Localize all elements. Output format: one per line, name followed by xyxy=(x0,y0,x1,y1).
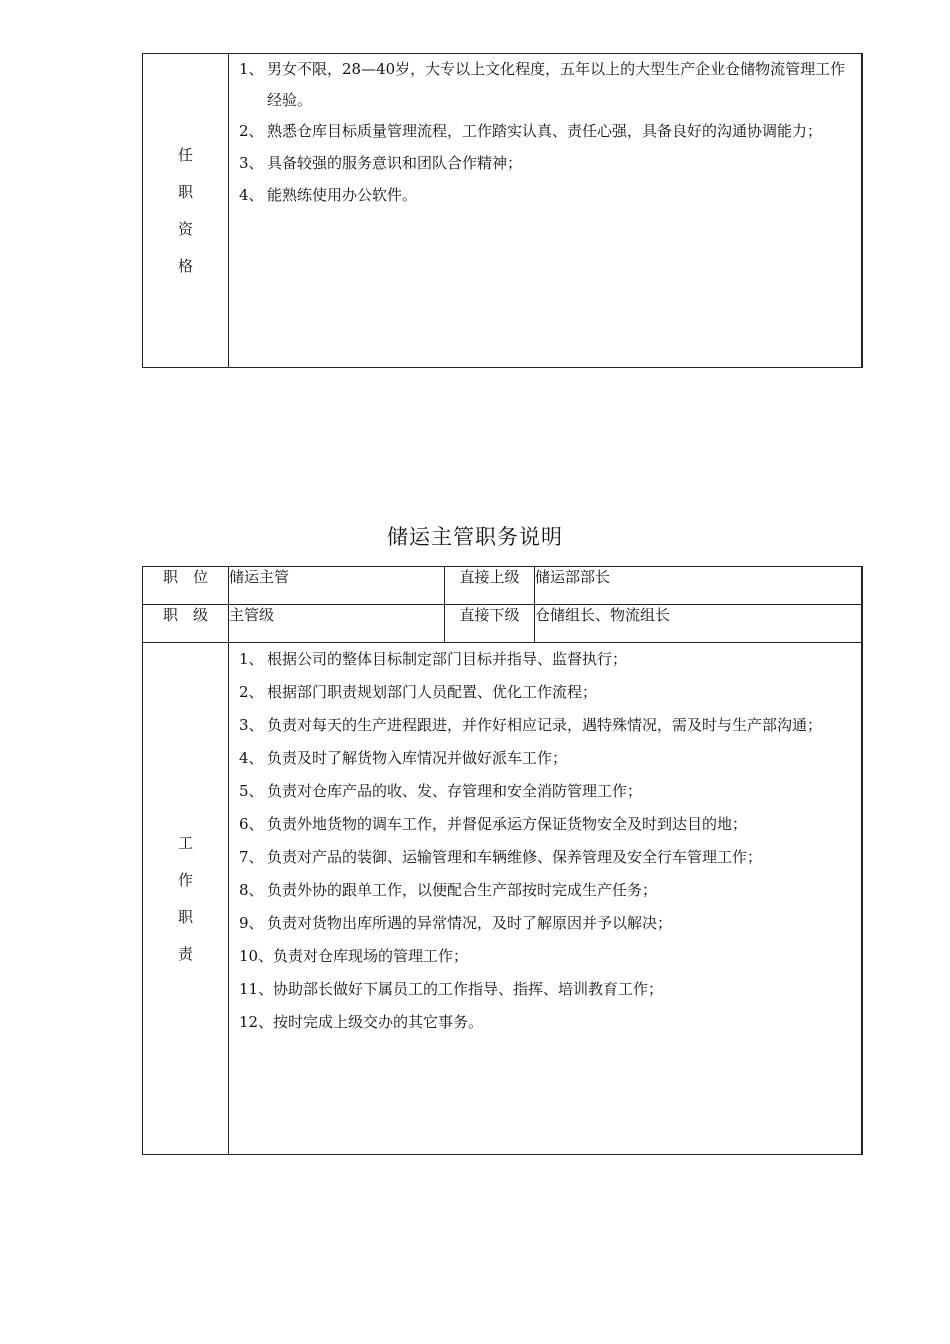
page-title: 储运主管职务说明 xyxy=(387,525,563,549)
list-item xyxy=(239,179,856,211)
list-item xyxy=(239,841,856,874)
list-item xyxy=(239,742,856,775)
list-item xyxy=(239,973,856,1006)
item-number: 10、 xyxy=(239,947,274,965)
item-number: 3、 xyxy=(239,716,264,734)
list-item xyxy=(239,907,856,940)
table-row xyxy=(143,605,863,643)
item-text: 根据公司的整体目标制定部门目标并指导、监督执行； xyxy=(267,650,628,668)
label-char: 作 xyxy=(177,870,193,889)
table-border xyxy=(861,53,863,368)
list-item xyxy=(239,940,856,973)
item-text: 负责对货物出库所遇的异常情况，及时了解原因并予以解决； xyxy=(267,914,673,932)
qualification-label xyxy=(143,54,229,368)
item-text: 负责外协的跟单工作，以便配合生产部按时完成生产任务； xyxy=(267,881,658,899)
item-number: 1、 xyxy=(239,650,264,668)
subordinate-value: 仓储组长、物流组长 xyxy=(535,605,863,643)
list-item xyxy=(239,1006,856,1039)
item-number: 4、 xyxy=(239,749,264,767)
item-text: 男女不限，28—40岁，大专以上文化程度，五年以上的大型生产企业仓储物流管理工作经验。 xyxy=(267,60,846,109)
item-text: 负责对仓库现场的管理工作； xyxy=(273,947,469,965)
list-item xyxy=(239,54,856,116)
list-item xyxy=(239,643,856,676)
item-number: 8、 xyxy=(239,881,264,899)
item-text: 根据部门职责规划部门人员配置、优化工作流程； xyxy=(267,683,598,701)
label-char: 资 xyxy=(177,219,193,238)
table-row xyxy=(143,567,863,605)
item-text: 按时完成上级交办的其它事务。 xyxy=(273,1013,484,1031)
item-number: 11、 xyxy=(239,980,274,998)
label-char: 工 xyxy=(177,833,193,852)
duty-items xyxy=(229,643,863,1155)
item-number: 7、 xyxy=(239,848,264,866)
item-number: 3、 xyxy=(239,154,264,172)
item-number: 5、 xyxy=(239,782,264,800)
item-text: 负责外地货物的调车工作，并督促承运方保证货物安全及时到达目的地； xyxy=(267,815,748,833)
position-label: 职 位 xyxy=(143,567,229,605)
label-char: 职 xyxy=(177,182,193,201)
item-text: 熟悉仓库目标质量管理流程，工作踏实认真、责任心强，具备良好的沟通协调能力； xyxy=(267,122,823,140)
list-item xyxy=(239,147,856,179)
list-item xyxy=(239,116,856,147)
item-text: 能熟练使用办公软件。 xyxy=(267,186,418,204)
item-number: 9、 xyxy=(239,914,264,932)
superior-value: 储运部部长 xyxy=(535,567,863,605)
list-item xyxy=(239,709,856,742)
item-text: 负责对仓库产品的收、发、存管理和安全消防管理工作； xyxy=(267,782,643,800)
list-item xyxy=(239,775,856,808)
label-char: 格 xyxy=(177,256,193,275)
item-number: 6、 xyxy=(239,815,264,833)
table-row xyxy=(143,643,863,1155)
label-char: 任 xyxy=(177,145,193,164)
table-border xyxy=(861,566,863,1155)
level-value: 主管级 xyxy=(229,605,445,643)
item-number: 2、 xyxy=(239,122,264,140)
item-number: 2、 xyxy=(239,683,264,701)
subordinate-label: 直接下级 xyxy=(445,605,535,643)
level-label: 职 级 xyxy=(143,605,229,643)
superior-label: 直接上级 xyxy=(445,567,535,605)
label-char: 责 xyxy=(177,944,193,963)
item-number: 4、 xyxy=(239,186,264,204)
list-item xyxy=(239,874,856,907)
list-item xyxy=(239,808,856,841)
list-item xyxy=(239,676,856,709)
job-description-table xyxy=(142,566,863,1155)
qualification-items xyxy=(229,54,863,368)
position-value: 储运主管 xyxy=(229,567,445,605)
qualification-table xyxy=(142,53,863,368)
item-text: 负责对产品的装御、运输管理和车辆维修、保养管理及安全行车管理工作； xyxy=(267,848,763,866)
item-text: 负责对每天的生产进程跟进，并作好相应记录，遇特殊情况，需及时与生产部沟通； xyxy=(267,716,823,734)
item-number: 1、 xyxy=(239,60,264,78)
item-text: 具备较强的服务意识和团队合作精神； xyxy=(267,154,523,172)
label-char: 职 xyxy=(177,907,193,926)
item-number: 12、 xyxy=(239,1013,274,1031)
item-text: 负责及时了解货物入库情况并做好派车工作； xyxy=(267,749,568,767)
item-text: 协助部长做好下属员工的工作指导、指挥、培训教育工作； xyxy=(273,980,664,998)
duty-label xyxy=(143,643,229,1155)
